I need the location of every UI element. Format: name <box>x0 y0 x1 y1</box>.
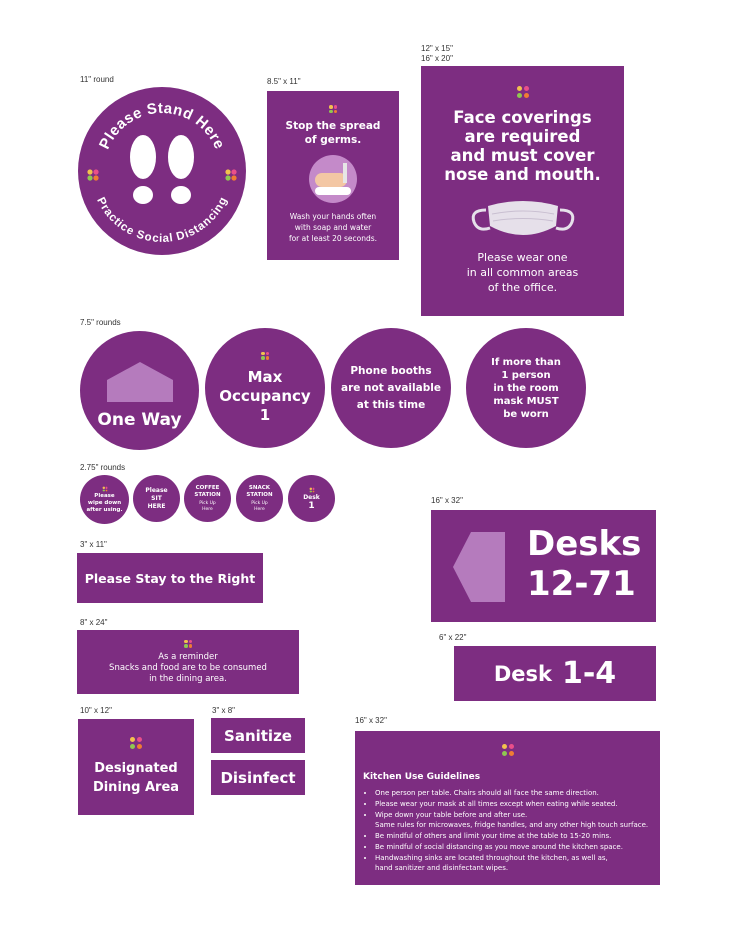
caption-sign-3x8: 3" x 8" <box>212 706 236 715</box>
face-title-4: nose and mouth. <box>444 165 601 184</box>
kitchen-sign <box>355 731 660 885</box>
coffee-sub-2: Here <box>202 506 213 512</box>
sticker-bottom-text: Practice Social Distancing <box>94 195 230 246</box>
mask-line-5: be worn <box>503 408 549 420</box>
snack-sub-2: Here <box>254 506 265 512</box>
kitchen-item-1: • One person per table. Chairs should all face the same direction. <box>375 788 660 799</box>
kitchen-item-6: • Handwashing sinks are located throughout the kitchen, as well as, <box>375 853 660 863</box>
wipe-line-3: after using. <box>86 507 123 513</box>
reminder-banner <box>77 630 299 694</box>
logo-icon <box>184 640 192 648</box>
logo-icon <box>517 86 529 98</box>
face-body-2: in all common areas <box>466 266 579 279</box>
coffee-sub-1: Pick Up <box>199 500 216 506</box>
caption-11-round: 11" round <box>80 75 114 84</box>
mask-line-3: in the room <box>493 382 559 394</box>
logo-icon <box>261 352 269 360</box>
germs-body-2: with soap and water <box>294 223 372 232</box>
small-round-desk <box>288 475 335 522</box>
face-covering-sign <box>421 66 624 316</box>
logo-icon <box>309 488 314 493</box>
face-body-3: of the office. <box>487 281 558 294</box>
phone-line-1: Phone booths <box>350 364 432 377</box>
mask-line-4: mask MUST <box>493 395 559 407</box>
round-max-occupancy <box>205 328 325 448</box>
reminder-line-1: As a reminder <box>158 651 218 662</box>
dining-line-2: Dining Area <box>92 780 180 795</box>
caption-letter: 8.5" x 11" <box>267 77 301 86</box>
mask-line-2: 1 person <box>501 369 551 381</box>
arrow-up-icon <box>105 360 175 404</box>
desk-round-label: Desk <box>303 494 320 501</box>
arrow-left-icon <box>451 530 507 604</box>
stay-right-banner <box>77 553 263 603</box>
kitchen-item-3-cont: Same rules for microwaves, fridge handles, and any other high touch surface. <box>375 821 649 829</box>
sanitize-text: Sanitize <box>224 726 292 745</box>
face-mask-icon <box>468 194 578 242</box>
kitchen-item-3: • Wipe down your table before and after use. <box>375 810 660 820</box>
caption-rounds-7-5: 7.5" rounds <box>80 318 121 327</box>
small-round-snack <box>236 475 283 522</box>
kitchen-title: Kitchen Use Guidelines <box>363 772 481 782</box>
floor-sticker <box>78 87 246 255</box>
wipe-line-1: Please <box>94 493 115 499</box>
desks-line-2: 12-71 <box>527 564 636 604</box>
sit-line-3: HERE <box>147 502 166 510</box>
snack-sub-1: Pick Up <box>251 500 268 506</box>
logo-icon <box>102 487 107 492</box>
caption-kitchen: 16" x 32" <box>355 716 387 725</box>
face-title-2: are required <box>464 127 581 146</box>
caption-rounds-2-75: 2.75" rounds <box>80 463 126 472</box>
coffee-line-2: STATION <box>194 491 221 498</box>
snack-line-1: SNACK <box>248 484 271 491</box>
mask-line-1: If more than <box>491 356 561 368</box>
face-title-1: Face coverings <box>453 108 592 127</box>
kitchen-item-2: • Please wear your mask at all times except when eating while seated. <box>375 799 660 810</box>
round-mask-rule <box>466 328 586 448</box>
face-title-3: and must cover <box>450 146 595 165</box>
desk-sign-label: Desk <box>493 661 552 686</box>
caption-desk-6x22: 6" x 22" <box>439 633 467 642</box>
desk-sign <box>454 646 656 701</box>
sit-line-1: Please <box>145 486 168 494</box>
one-way-text: One Way <box>97 409 182 430</box>
desk-sign-range: 1-4 <box>561 656 617 691</box>
max-line-1: Max <box>247 367 283 386</box>
logo-icon <box>502 744 514 756</box>
small-round-wipe <box>80 475 129 524</box>
round-phone-booths <box>331 328 451 448</box>
desks-line-1: Desks <box>527 524 642 564</box>
sit-line-2: SIT <box>151 494 162 502</box>
caption-poster-1: 12" x 15" <box>421 44 453 53</box>
snack-line-2: STATION <box>246 491 273 498</box>
caption-poster-2: 16" x 20" <box>421 54 453 63</box>
desks-sign <box>431 510 656 622</box>
germs-title-1: Stop the spread <box>285 120 381 132</box>
germs-title-2: of germs. <box>304 134 362 146</box>
stay-right-text: Please Stay to the Right <box>84 570 256 586</box>
kitchen-item-4: • Be mindful of others and limit your time at the table to 15-20 mins. <box>375 831 660 842</box>
dining-line-1: Designated <box>94 761 178 776</box>
disinfect-sign <box>211 760 305 795</box>
dining-sign <box>78 719 194 815</box>
wipe-line-2: wipe down <box>87 500 122 506</box>
desk-round-number: 1 <box>308 501 315 511</box>
sanitize-sign <box>211 718 305 753</box>
small-round-coffee <box>184 475 231 522</box>
kitchen-item-6-cont: hand sanitizer and disinfectant wipes. <box>375 864 509 872</box>
germs-sign <box>267 91 399 260</box>
phone-line-3: at this time <box>356 398 426 411</box>
max-line-3: 1 <box>259 405 271 424</box>
disinfect-text: Disinfect <box>220 768 296 787</box>
caption-sign-10x12: 10" x 12" <box>80 706 112 715</box>
caption-desks-sign: 16" x 32" <box>431 496 463 505</box>
caption-banner-8x24: 8" x 24" <box>80 618 108 627</box>
caption-banner-3x11: 3" x 11" <box>80 540 107 549</box>
max-line-2: Occupancy <box>219 386 311 405</box>
logo-icon <box>130 737 142 749</box>
face-body-1: Please wear one <box>477 251 568 264</box>
phone-line-2: are not available <box>341 381 441 394</box>
sticker-top-text: Please Stand Here <box>95 99 229 152</box>
germs-body-3: for at least 20 seconds. <box>288 234 378 243</box>
logo-icon <box>329 105 337 113</box>
kitchen-item-5: • Be mindful of social distancing as you move around the kitchen space. <box>375 842 660 853</box>
handwash-icon <box>309 155 357 203</box>
round-one-way <box>80 331 199 450</box>
reminder-line-3: in the dining area. <box>149 673 227 684</box>
germs-body-1: Wash your hands often <box>289 212 377 221</box>
coffee-line-1: COFFEE <box>195 484 220 491</box>
reminder-line-2: Snacks and food are to be consumed <box>109 662 267 673</box>
small-round-sit <box>133 475 180 522</box>
